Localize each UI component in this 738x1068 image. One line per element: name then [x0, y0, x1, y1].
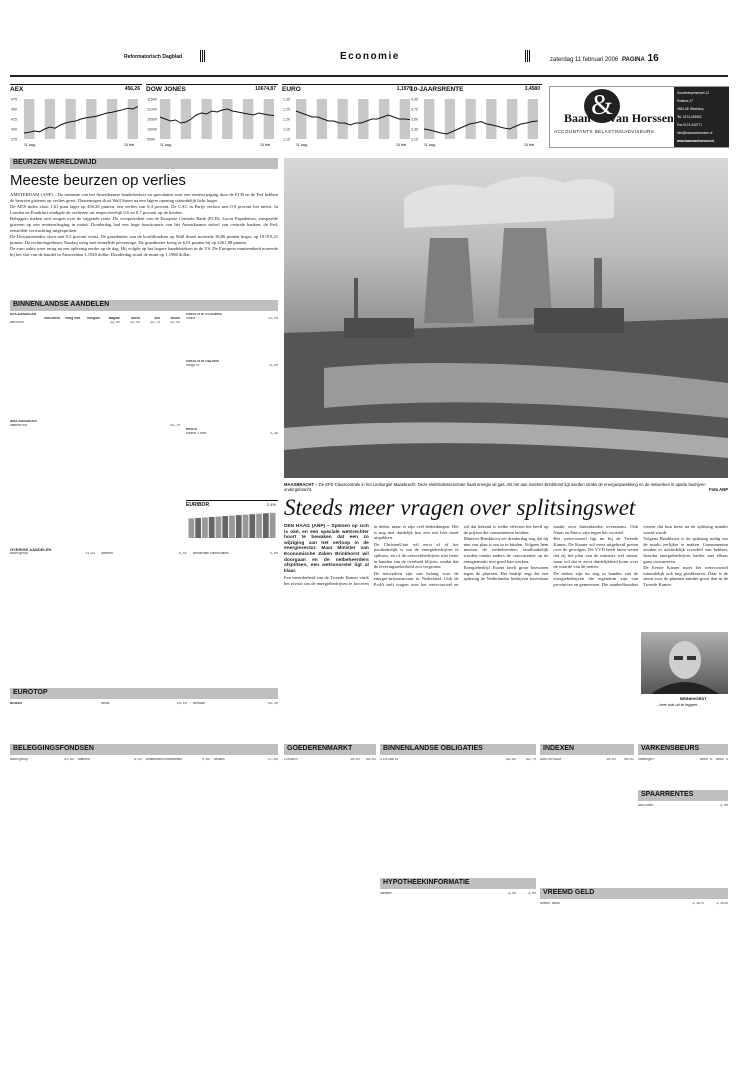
table-cell-value: 21,62 [64, 758, 74, 761]
table-cell-name: ordina [186, 316, 196, 320]
amx-table [10, 420, 180, 428]
table-cell-value: 22,43 [170, 320, 180, 324]
barcode-icon [525, 50, 531, 62]
chart-band [65, 99, 75, 139]
market-chart-title: DOW JONES [146, 86, 186, 93]
chart-x-tick: 11 aug. [424, 143, 436, 147]
indexen-body [540, 758, 634, 762]
eurotop-table [10, 702, 278, 706]
table-cell-name: accell group [10, 758, 28, 761]
hypotheek-head: HYPOTHEEKINFORMATIE [380, 878, 536, 889]
power-plant-illustration [284, 158, 728, 478]
market-chart-title: EURO [282, 86, 301, 93]
euribor-bar [270, 513, 276, 538]
grootste-dalers-title: GROOTSTE DALERS [186, 360, 219, 363]
beleggingsfondsen-table [10, 758, 278, 1058]
advert-contact-line: 2600 AE Westdorp [677, 107, 704, 111]
table-cell-name: noteringen [638, 758, 654, 761]
market-chart [10, 84, 142, 150]
beurzen-paragraph: AMSTERDAM (ANP) – De toename van het Amerikaanse handelstekort en speculaties over een rentewijziging door de ECB en de Fed hebben de beurzen gisteren op verlies gezet. Daarentegen sloot Wall Street na een lagere opening uiteindelijk licht hoger. [10, 192, 278, 203]
table-header-cell: koers [131, 316, 140, 320]
grootste-stijgers-title: GROOTSTE STIJGERS [186, 313, 222, 316]
chart-band [201, 99, 211, 139]
chart-x-tick: 10 feb. [124, 143, 135, 147]
portrait-name: BRINKHORST [680, 696, 707, 701]
advert-brand-right: Van Horssen [608, 111, 674, 125]
overige-aandelen [10, 548, 278, 556]
beurzen-paragraph: De AEX-index sloot 1,61 punt lager op 456,26 punten, een verlies van 0,4 procent. De CAC in Parijs verloor met 0,9 procent het meest. In Londen en Frankfurt eindigde de verliezen uit respectievelijk 0,6 en 0,7 procent op de borden. [10, 204, 278, 215]
table-cell-value: 22,54 [130, 320, 140, 324]
varkensbeurs-body [638, 758, 728, 762]
beurzen-paragraph: De euro zakte weer terug na een opleving eerder op de dag. Hij volgde op het hogere handelstekort in de VS. De Europese munteenheid noteerde bij het slot van de handel in Amsterdam 1,1920 dollar. Donderdag stond de munt op 1,1980 dollar. [10, 246, 278, 257]
table-cell-value: 12,50 [268, 316, 278, 320]
table-row [101, 702, 186, 706]
market-chart-plot [282, 95, 414, 151]
rente-table [186, 428, 278, 436]
overige-aandelen-body [10, 552, 278, 556]
main-headline: Steeds meer vragen over splitsingswet [284, 495, 636, 520]
masthead-page-number: 16 [647, 53, 659, 64]
goederenmarkt-table [284, 758, 376, 762]
table-cell-name: AMSTERDAM [540, 758, 562, 761]
chart-y-tick: 3,30 [411, 127, 418, 132]
chart-band [528, 99, 538, 139]
table-cell-name: ABN Amro [638, 804, 654, 807]
table-cell-value: 1,1970 [692, 902, 704, 905]
chart-x-tick: 10 feb. [396, 143, 407, 147]
market-chart-title: AEX [10, 86, 24, 93]
chart-band [379, 99, 389, 139]
indexen-head: INDEXEN [540, 744, 634, 755]
euribor-bar [209, 517, 215, 538]
varkensbeurs-head: VARKENSBEURS [638, 744, 728, 755]
eurotop-head: EUROTOP [10, 688, 278, 699]
advert-tagline: ACCOUNTANTS BELASTINGADVISEURS [554, 129, 655, 134]
rente-table-body [186, 432, 278, 436]
table-row [193, 702, 278, 706]
beurzen-kicker: BEURZEN WERELDWIJD [10, 158, 278, 169]
table-cell-name: abn amro [10, 320, 24, 324]
euribor-bar [229, 516, 235, 538]
table-cell-name: amsterdam commodities [146, 758, 182, 761]
table-row [10, 552, 95, 556]
chart-series-line [160, 109, 274, 123]
table-header-cell: vorig slot [65, 316, 80, 320]
photo-caption-place: MAASBRACHT – [284, 482, 318, 487]
advert-contact-panel [674, 87, 729, 147]
table-cell-name: amsterdam commodities [192, 551, 229, 555]
eurotop-table-body [10, 702, 278, 706]
obligaties-body [380, 758, 536, 762]
power-plant-photo [284, 158, 728, 478]
grootste-stijgers [186, 313, 278, 321]
table-row [193, 552, 278, 556]
amx-table-body [10, 424, 180, 428]
table-cell-name: alanheri [101, 551, 114, 555]
chart-y-tick: 3,50 [411, 117, 418, 122]
chart-series-line [296, 111, 410, 125]
chart-y-tick: 425 [11, 117, 17, 122]
chart-y-tick: 1,30 [283, 97, 290, 102]
table-cell-value: 09/02 [624, 758, 634, 761]
euribor-bar [189, 518, 195, 538]
table-cell-value: 5,60 [270, 551, 278, 555]
table-cell-value: 09/02 [366, 758, 376, 761]
table-cell-value: 55,30 [268, 702, 278, 705]
aex-table-title: AEX-AANDELEN [10, 313, 37, 316]
main-article-paragraph: Energiebedrijf Essent heeft grote bezwaren tegen de plannen. Het bedrijf zegt dat een splitsing de Nederlandse bedrijven kwetsbaar maakt voor buitenlandse overnames. Ook Nuon en Eneco zijn tegen het voorstel. [463, 524, 639, 582]
aex-table-body [10, 321, 180, 325]
table-cell-value: 10/02 [606, 758, 616, 761]
chart-band [107, 99, 117, 139]
obligaties-head: BINNENLANDSE OBLIGATIES [380, 744, 536, 755]
overige-aandelen-title: OVERIGE AANDELEN [10, 548, 52, 552]
chart-band [507, 99, 517, 139]
spaarrentes-body [638, 804, 728, 808]
chart-band [337, 99, 347, 139]
main-article-paragraph: De netwerken zijn van belang voor de energie-infrastructuur in Nederland. Ook de PvdA stelt vragen over het wetsvoorstel en wil dat bekend is welke effecten het heeft op de prijzen die consumenten betalen. [373, 524, 549, 587]
table-header-cell: k/w [154, 316, 160, 320]
beleggingsfondsen-body [10, 758, 278, 762]
euribor-bar [263, 513, 269, 538]
advert-brand [564, 111, 674, 126]
masthead-date-text: zaterdag 11 februari 2006 [550, 57, 619, 63]
euribor-bar [222, 516, 228, 538]
chart-band [243, 99, 253, 139]
table-header-cell: laagste [108, 316, 120, 320]
euribor-bar [256, 514, 262, 538]
table-row [10, 758, 74, 762]
euribor-bar [243, 515, 249, 538]
table-cell-value: 4,55 [178, 551, 187, 555]
goederenmarkt-body [284, 758, 376, 762]
masthead [0, 0, 738, 80]
table-header-cell: slot-koers [44, 316, 60, 320]
chart-y-tick: 11500 [147, 97, 157, 102]
table-cell-value: 3,50 [508, 892, 516, 895]
main-article-paragraph: De Eerste Kamer moet het wetsvoorstel uiteindelijk ook nog goedkeuren. Daar is de steun voor de plannen minder groot dan in de Tweede Kamer. [643, 565, 728, 587]
table-cell-value: 3,60 [528, 892, 536, 895]
chart-band [45, 99, 55, 139]
table-cell-value: 10/02 [350, 758, 360, 761]
table-cell-value: week 6 [700, 758, 712, 761]
advert-contact-line: Tel. 0174-243902 [677, 115, 702, 119]
chart-y-tick: 375 [11, 137, 17, 142]
chart-band [465, 99, 475, 139]
table-cell-name: alanheri [78, 758, 90, 761]
table-cell-value: 22,65 [110, 320, 120, 324]
chart-x-tick: 11 aug. [296, 143, 308, 147]
advert-contact-line: Postbus 17 [677, 99, 693, 103]
advert-contact-line[interactable]: info@baanvanhorssen.nl [677, 131, 713, 135]
grootste-dalers-body [186, 364, 278, 368]
table-cell-name: euribor 1 mnd [186, 431, 207, 435]
masthead-rule [10, 75, 728, 77]
chart-y-tick: 3,90 [411, 97, 418, 102]
table-cell-value: 4,55 [134, 758, 142, 761]
table-cell-name: aalberts ind. [10, 423, 28, 427]
chart-series-line [24, 107, 138, 133]
masthead-date [550, 53, 659, 66]
main-article-paragraph: De netten zijn nu nog in handen van de energiebedrijven die eigendom zijn van provincies en gemeenten. Die aandeelhouders vrezen dat hun bezit na de splitsing minder waard wordt. [553, 524, 728, 587]
table-cell-value: -5,00 [268, 363, 278, 367]
euribor-bar [202, 517, 208, 538]
grootste-dalers [186, 360, 278, 368]
main-article-paragraph: Minister Brinkhorst zei donderdag nog dat hij niet van plan is om in te binden. Volgens hem moeten de netbeheerders onafhankelijk worden omdat anders de concurrentie op de energiemarkt niet goed kan werken. [463, 536, 549, 564]
main-article-paragraph: Volgens Brinkhorst is de splitsing nodig om de markt eerlijker te maken. Consumenten zouden er uiteindelijk voordeel van hebben, doordat energiebedrijven harder met elkaar gaan concurreren. [643, 536, 728, 564]
photo-credit: Foto ANP [709, 487, 728, 492]
table-row [101, 552, 186, 556]
chart-x-tick: 10 feb. [524, 143, 535, 147]
table-cell-value: 2,39 [270, 431, 278, 435]
market-chart-value: 1,1970 [396, 86, 412, 92]
table-cell-value: 99,65 [506, 758, 516, 761]
main-article-paragraph: Een meerderheid van de Tweede Kamer vindt het ervoor om de energiebedrijven te forceren in delen, maar er zijn veel bedenkingen. Het is nog niet duidelijk hoe een wet hier moet uitpakken. [284, 524, 459, 586]
table-cell-name: delhaize [192, 702, 205, 705]
chart-band [358, 99, 368, 139]
table-cell-name: accell group [10, 551, 28, 555]
hypotheek-body [380, 892, 536, 896]
table-cell-name: dexia [101, 702, 110, 705]
chart-y-tick: 3,10 [411, 137, 418, 142]
table-cell-value: 2,00 [720, 804, 728, 807]
advert-brand-left: Baan [564, 111, 591, 125]
table-header-cell: hoogste [87, 316, 100, 320]
table-cell-name: variabel [380, 892, 392, 895]
chart-y-tick: 11000 [147, 107, 157, 112]
table-cell-name: hoogs v.f. [186, 363, 201, 367]
advert [549, 86, 729, 148]
euribor-chart-value: 2,4% [266, 502, 276, 507]
chart-y-tick: 3,70 [411, 107, 418, 112]
market-chart-plot [410, 95, 542, 151]
chart-band [181, 99, 191, 139]
chart-y-tick: 475 [11, 97, 17, 102]
main-article-paragraph: De ChristenUnie wil eerst af of het noodzakelijk is om de energiebedrijven te splitsen, en of de netwerkbedrijven niet beter in handen van de overheid blijven, omdat dat de leveringszekerheid zou vergroten. [373, 541, 459, 570]
chart-y-tick: 10500 [147, 117, 157, 122]
euribor-bar [195, 518, 201, 538]
vreemd-geld-head: VREEMD GELD [540, 888, 728, 899]
chart-y-tick: 400 [11, 127, 17, 132]
table-cell-name: LONDEN [284, 758, 298, 761]
market-chart [282, 84, 414, 150]
chart-y-tick: 9500 [147, 137, 155, 142]
market-chart-value: 10674,87 [255, 86, 276, 92]
advert-contact-line: Fax 0174-240771 [677, 123, 702, 127]
main-article-lead: DEN HAAG (ANP) – Splitsen op zich is oké, en een speciale wetsrechter hoort te bewaken dat een zo wijziging van het verloop in de energiesector. Maar Minister van Economische Zaken Brinkhorst wil doorgaan en de netbeheerders afsplitsen, een wetsvoorstel ligt al klaar. [284, 524, 369, 574]
market-chart [146, 84, 278, 150]
chart-band [486, 99, 496, 139]
table-row [146, 758, 210, 762]
chart-x-tick: 10 feb. [260, 143, 271, 147]
euribor-bar [216, 517, 222, 538]
table-cell-name: Brussel [10, 702, 23, 705]
spaarrentes-head: SPAARRENTES [638, 790, 728, 801]
goederenmarkt-head: GOEDERENMARKT [284, 744, 376, 755]
market-chart-title: 10-JAARSRENTE [410, 86, 464, 93]
table-cell-value: 55,70 [170, 423, 180, 427]
table-cell-value: 5,60 [202, 758, 210, 761]
beurzen-headline: Meeste beurzen op verlies [10, 172, 186, 189]
advert-contact-line: Gouderenperserset 12 [677, 91, 709, 95]
euribor-chart [186, 500, 278, 540]
market-chart-value: 3,4580 [524, 86, 540, 92]
chart-y-tick: 450 [11, 107, 17, 112]
spaarrentes-table [638, 804, 728, 808]
chart-band [424, 99, 434, 139]
table-cell-value: 1,2010 [716, 902, 728, 905]
beurzen-article [10, 192, 278, 259]
hypotheek-table [380, 892, 536, 896]
chart-y-tick: 1,20 [283, 117, 290, 122]
masthead-page-label: PAGINA [621, 57, 645, 63]
euribor-chart-plot [188, 509, 276, 539]
table-cell-value: 21,62 [85, 551, 96, 555]
aex-table [10, 313, 180, 325]
euribor-bar [236, 515, 242, 538]
chart-series-line [424, 121, 538, 134]
chart-band [128, 99, 138, 139]
portrait-illustration [641, 632, 728, 694]
table-cell-value [79, 702, 95, 706]
chart-y-tick: 1,25 [283, 107, 290, 112]
market-chart [410, 84, 542, 150]
chart-x-tick: 11 aug. [24, 143, 36, 147]
table-cell-value: 22,74 [150, 320, 160, 324]
market-chart-value: 456,26 [124, 86, 140, 92]
vreemd-geld-body [540, 902, 728, 906]
masthead-section: Economie [340, 51, 400, 62]
amx-table-title: AMX-AANDELEN [10, 420, 37, 423]
photo-caption-text: De EPZ-Clauscentrale in het Limburgse Maasbracht. Deze elektriciteitscentrale haalt energie uit gas. Als het aan minister Brinkhorst ligt worden straks de energieopwekking en de netwerken in aparte bedrijven ondergebracht. [284, 482, 706, 492]
obligaties-table [380, 758, 536, 762]
chart-x-tick: 11 aug. [160, 143, 172, 147]
chart-y-tick: 1,10 [283, 137, 290, 142]
beleggingsfondsen-head: BELEGGINGSFONDSEN [10, 744, 278, 755]
indexen-table [540, 758, 634, 762]
market-chart-plot [10, 95, 142, 151]
photo-caption [284, 482, 728, 492]
table-cell-value: 27,60 [268, 758, 278, 761]
masthead-paper: Reformatorisch Dagblad [124, 54, 183, 60]
portrait-quote: ...heel wat uit te leggen... [656, 702, 701, 707]
table-row [214, 758, 278, 762]
varkensbeurs-table [638, 758, 728, 762]
chart-band [264, 99, 274, 139]
table-row [78, 758, 142, 762]
binnenlandse-aandelen-head: BINNENLANDSE AANDELEN [10, 300, 278, 311]
table-cell-name: 3 1/4 stat 14 [380, 758, 399, 761]
rente-table-title: RENTE [186, 428, 198, 431]
table-cell-value: 20,29 [176, 702, 187, 705]
table-cell-value: week 5 [716, 758, 728, 761]
market-chart-plot [146, 95, 278, 151]
vreemd-geld-table [540, 902, 728, 906]
advert-contact-line[interactable]: www.baanvanhorssen.nl [677, 139, 715, 143]
table-cell-name: arcadis [214, 758, 225, 761]
euribor-chart-label: EURIBOR [186, 502, 210, 508]
chart-y-tick: 1,15 [283, 127, 290, 132]
table-row [10, 702, 95, 706]
beurzen-paragraph: De Dowjonesindex sloot met 0,3 procent winst. De graadmeter van de hoofdfondsen op Wall Street noteerde 36,86 punten hoger, op 10.919,21 punten. De technologiebeurs Nasdaq steeg met eenzelfde percentage. De graadmeter kreeg er 6,01 punten bij op 2261,88 punten. [10, 234, 278, 245]
chart-band [86, 99, 96, 139]
euribor-bar [249, 514, 255, 538]
portrait-photo [641, 632, 728, 694]
grootste-stijgers-body [186, 317, 278, 321]
chart-y-tick: 10000 [147, 127, 157, 132]
ampersand-logo-icon: & [584, 89, 620, 123]
barcode-icon [200, 50, 206, 62]
chart-band [296, 99, 306, 139]
chart-band [222, 99, 232, 139]
main-article-paragraph: Het wetsvoorstel ligt nu bij de Tweede Kamer. De Kamer wil eerst uitgebreid praten over de gevolgen. De VVD heeft laten weten dat zij het plan van de minister wel steunt, maar wil dat er eerst duidelijkheid komt over de waarde van de netten. [553, 536, 639, 570]
table-header-cell: omzet [170, 316, 180, 320]
beurzen-paragraph: Beleggers maken zich zorgen over de stijgende rente. De vicepresident van de Europese Centrale Bank (ECB), Lucas Papademos, zinspeelde gisteren op een renteverhoging in maart. Donderdag had een hoge functionaris van het Amerikaanse stelsel van centrale banken, de Fed, eenzelfde verwachting uitgesproken. [10, 216, 278, 233]
table-cell-value: 99,70 [526, 758, 536, 761]
table-cell-name: amerik. dollar [540, 902, 560, 905]
